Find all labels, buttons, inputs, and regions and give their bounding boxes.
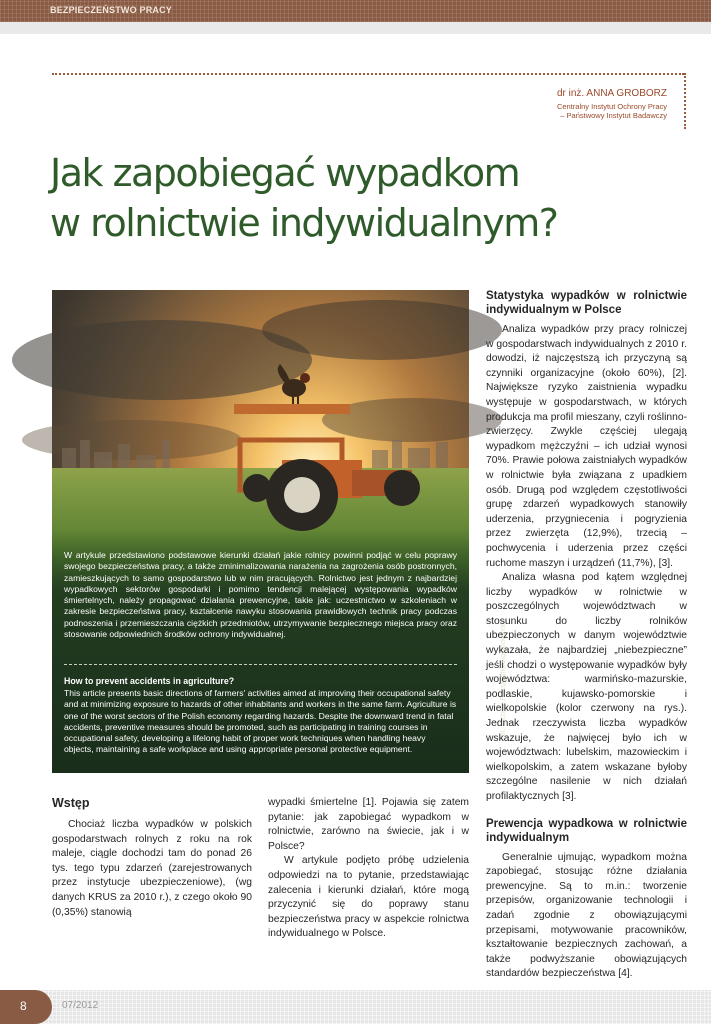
- intro-column-left: [52, 796, 252, 920]
- header-band: [0, 22, 711, 34]
- abstract-en-title: How to prevent accidents in agriculture?: [64, 676, 235, 686]
- author-block: [557, 88, 667, 120]
- section-label: BEZPIECZEŃSTWO PRACY: [50, 5, 173, 15]
- article-title: [50, 148, 670, 248]
- intro-paragraph-1-continued: wypadki śmiertelne [1]. Pojawia się zatem pytanie: jak zapobiegać wypadkom w rolnictwie, zarówno na świecie, jak i w Polsce?: [268, 797, 469, 852]
- author-name: dr inż. ANNA GROBORZ: [556, 88, 667, 99]
- author-institution-line2: – Państwowy Instytut Badawczy: [560, 111, 667, 120]
- dotted-rule: [52, 73, 684, 75]
- title-line-2: w rolnictwie indywidualnym?: [50, 201, 558, 245]
- abstract-en: This article presents basic directions of farmers' activities aimed at improving their occupational safety and at minimizing exposure to hazards of other inhabitants and workers in the same farm. Agriculture is one of the worst sectors of the Polish economy regarding hazards. Despite the downward trend in fatal accidents, preventive measures should be promoted, such as participating in training courses in occupational safety, developing a lifelong habit of proper work techniques when handling heavy objects, maintaining a safe workplace and using appropriate personal protective equipment.: [64, 688, 457, 755]
- right-column: [486, 289, 687, 982]
- stats-paragraph-1: Analiza wypadków przy pracy rolniczej w gospodarstwach indywidualnych z 2010 r. dowodzi, iż najczęstszą ich przyczyną są czynniki organizacyjne (około 60%), [2]. Największe ryzyko zaistnienia wypadku występuje w gospodarstwach, w których produkcja ma profil mieszany, czyli roślinno-zwierzęcy. Zwykle częściej ulegają wypadkom mężczyźni – ich udział wynosi 70%. Prawie połowa zaistniałych wypadków w rolnictwie była związana z upadkiem osób. Drugą pod względem częstotliwości grupę zdarzeń wypadkowych stanowiły uderzenia, przygniecenia i pogryzienia przez zwierzęta (12,9%), trzecią – pochwycenia i uderzenia przez części ruchome maszyn i urządzeń (11,7%), [3].: [486, 324, 687, 569]
- footer-band: [0, 990, 711, 1024]
- dotted-rule-vertical: [684, 73, 686, 129]
- title-line-1: Jak zapobiegać wypadkom: [50, 151, 520, 195]
- stats-heading: Statystyka wypadków w rolnictwie indywidualnym w Polsce: [486, 290, 687, 316]
- abstract-pl: W artykule przedstawiono podstawowe kierunki działań jakie rolnicy powinni podjąć w celu poprawy swojego bezpieczeństwa pracy, a także zminimalizowania narażenia na zagrożenia osób postronnych, zamieszkujących to samo gospodarstwo lub w nim pracujących. Rolnictwo jest jednym z najbardziej wypadkowych sektorów gospodarki i pomimo tendencji malejącej występowania wypadków śmiertelnych, należy propagować działania prewencyjne, takie jak: uczestnictwo w szkoleniach w zakresie bezpieczeństwa pracy, kształcenie nawyku stosowania prawidłowych technik pracy podczas podnoszenia i przemieszczania ciężkich przedmiotów, utrzymywanie bezpiecznego miejsca pracy oraz stosowanie odpowiednich środków ochrony indywidualnej.: [64, 550, 457, 640]
- author-institution-line1: Centralny Instytut Ochrony Pracy: [556, 102, 667, 111]
- abstract-separator: [64, 664, 457, 665]
- prevention-heading: Prewencja wypadkowa w rolnictwie indywidualnym: [486, 817, 687, 844]
- page-number: 8: [20, 999, 27, 1013]
- top-bar: [0, 0, 711, 22]
- intro-paragraph-2: W artykule podjęto próbę udzielenia odpowiedzi na to pytanie, przedstawiając zalecenia i kierunki działań, które mogą przyczynić się do poprawy stanu bezpieczeństwa pracy w aspekcie rolnictwa indywidualnego w Polsce.: [268, 855, 469, 940]
- stats-paragraph-2: Analiza własna pod kątem względnej liczby wypadków w rolnictwie w poszczególnych województwach w stosunku do liczby rolników ubezpieczonych w danym województwie wykazała, że najbardziej „niebezpieczne” jeśli chodzi o występowanie wypadków były województwa: warmińsko-mazurskie, podlaskie, kujawsko-pomorskie i wielkopolskie (kolor czerwony na rys.). Jednak rzeczywista liczba wypadków wskazuje, że najwięcej było ich w województwach: lubelskim, mazowieckim i wielkopolskim, a zatem wskazane byłoby szczególne nasilenie w nich działań profilaktycznych [3].: [486, 572, 687, 802]
- photo-credit: Fot. Michele Piacquadio/Bigstockphoto: [500, 620, 507, 741]
- intro-heading: Wstęp: [52, 796, 90, 810]
- issue-label: 07/2012: [62, 1000, 99, 1011]
- intro-column-right: [268, 796, 469, 942]
- prevention-paragraph-1: Generalnie ujmując, wypadkom można zapobiegać, stosując różne działania prewencyjne. Są to m.in.: tworzenie przepisów, organizowanie technologii i zadań zgodnie z obowiązującymi przepisami, motywowanie pracowników, kształtowanie bezpiecznych zachowań, a także podwyższanie obowiązujących standardów bezpieczeństwa [4].: [486, 851, 687, 980]
- intro-paragraph-1: Chociaż liczba wypadków w polskich gospodarstwach rolnych z roku na rok maleje, ciągle dochodzi tam do ponad 26 tys. tego typu zdarzeń (zarejestrowanych przez instytucje ubezpieczeniowe), (wg danych KRUS za 2010 r.), z czego około 90 (0,35%) stanowią: [52, 819, 252, 918]
